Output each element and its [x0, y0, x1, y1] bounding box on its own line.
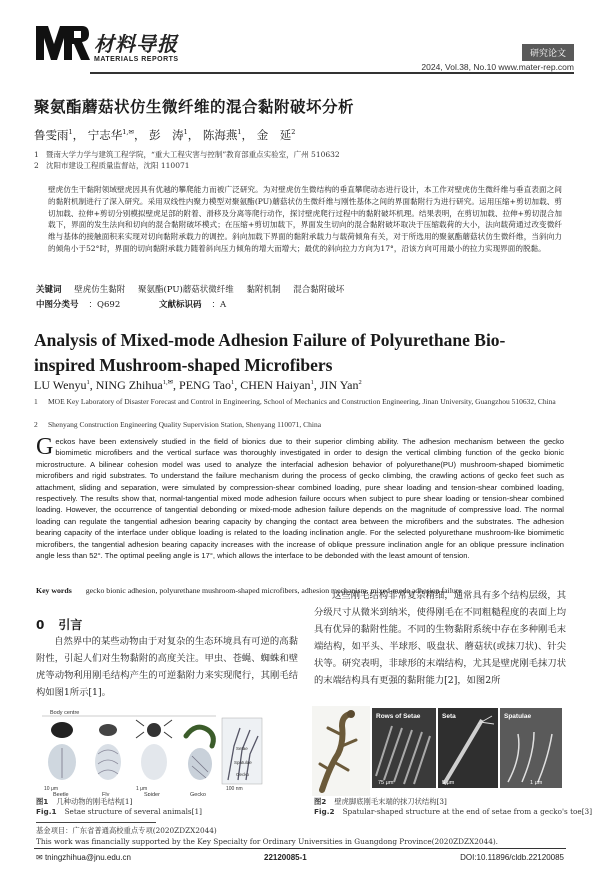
- fig1-scale-label: 100 nm: [226, 786, 243, 792]
- abstract-cn: 壁虎仿生干黏附领域壁虎因具有优越的攀爬能力而被广泛研究。为对壁虎仿生微结构的垂直攀爬动态进行设计，本工作对壁虎仿生微纤维与垂直表面之间的黏附机制进行了深入研究。采用双线性内聚力模型对聚氨酯(PU)蘑菇状仿生微纤维与刚性基体之间的界面黏附行为进行研究。运用压缩+剪切加载、剪切加载、拉伸+剪切分别模拟壁虎足部的附着、滑移及分离等爬行动作，探讨壁虎爬行过程中的黏附破坏机理。结果表明，在剪切加载、拉伸+剪切混合加载下，界面的发生法向和切向的混合黏附破坏模式；在压缩+剪切加载下，界面发生切向的混合黏附破坏取决于压缩载荷的大小，法向载荷通过改变微纤维与基体的接触面积来实现对切向黏附承载力的调控。斜向加载下界面的黏附承载力与载荷倾角有关，对于所选用的聚氨酯蘑菇状仿生微纤维，当斜向力的倾角小于52°时，界面的切向黏附承载力随着斜向压力倾角的增大而增大；最优的斜向拉力方向为17°，沿该方向可用最小的拉力实现界面的脱黏。: [48, 185, 562, 253]
- author-cn: 彭 涛: [149, 128, 184, 142]
- keyword: 黏附机制: [246, 285, 281, 295]
- section-tag: 研究论文: [522, 44, 574, 61]
- author-en: LU Wenyu: [34, 378, 87, 392]
- affiliation-cn-2: 2 沈阳市建设工程质量监督站，沈阳 110071: [34, 161, 190, 170]
- keyword: 混合黏附破坏: [293, 285, 345, 295]
- fly-icon: [95, 724, 121, 780]
- author-cn: 金 延: [256, 128, 292, 142]
- beetle-icon: [48, 722, 76, 780]
- section-heading-intro: 0 引言: [36, 618, 83, 632]
- figure-2: [312, 706, 564, 796]
- intro-paragraph-left: 自然界中的某些动物由于对复杂的生态环境具有可逆的高黏附性，引起人们对生物黏附的高度关注。甲虫、苍蝇、蜘蛛和壁虎等动物利用刚毛结构产生的可逆黏附力来实现爬行，其刚毛结构如图1所示[1]。: [36, 636, 298, 698]
- fig1-label-beetle: Beetle: [53, 792, 69, 796]
- fig2-scale-label: 5 μm: [442, 780, 455, 786]
- footer-divider: [34, 848, 566, 849]
- fig1-scale-label: 1 μm: [136, 786, 148, 792]
- figure-1: [36, 706, 266, 796]
- footer-page-id: 22120085-1: [264, 853, 307, 862]
- fig1-side-label: Gecko: [236, 772, 250, 777]
- panel-label: Seta: [442, 713, 456, 720]
- fig1-scale-label: 10 μm: [44, 786, 58, 792]
- spatulae-panel: [500, 708, 562, 788]
- abstract-en: Geckos have been extensively studied in the field of bionics due to their superior climbing ability. The adhesion mechanism between the gecko biomimetic microfibers and the vertical surface was thoroughly investigated in order to design the vertical climbing function of the gecko bionic microstructure. A bilinear cohesion model was used to analyze the interfacial adhesion behavior of polyurethane(PU) mushroom-shaped biomimetic microfibers and rigid substrates. To understand the failure mechanism during the process of gecko climbing, the crawling actions of gecko feet such as attachment, sliding and separation, were simulated by compression-shear combined loading, pure shear loading and tension-shear combined loading, respectively. The results show that, normal-tangential mixed mode adhesion failure occurs when subject to pure shear loading or tension-shear combined loading. However, the occurrence of tangential debonding or mixed-mode adhesion failure depends on the magnitude of compressive load. The normal loading can regulate the tangential adhesion bearing capacity by changing the contact area between the microfibers and the substrates. The adhesion bearing capacity of the interface under oblique loading is related to the loading inclination angle. For the selected polyurethane mushroom-like biomimetic microfibers, the tangential adhesion bearing capacity increases with the increase of oblique pressure inclination angle for an oblique pressure inclination angle less than 52°. The optimal peeling angle is 17°, which allows the interface to be debonded with the least amount of tension.: [36, 434, 564, 560]
- volume-line: 2024, Vol.38, No.10 www.mater-rep.com: [421, 62, 574, 72]
- footer-email[interactable]: ✉ tningzhihua@jnu.edu.cn: [36, 853, 131, 862]
- journal-logo-icon: [34, 22, 90, 62]
- authors-en: LU Wenyu$^1$, NING Zhihua$^{1,✉}$, PENG Tao$^1$, CHEN Haiyan$^1$, JIN Yan$^2$: [34, 378, 362, 392]
- author-en: CHEN Haiyan: [240, 378, 311, 392]
- journal-name-cn: 材料导报: [94, 32, 178, 56]
- gecko-photo: [312, 706, 370, 796]
- fig1-side-label: Spatulae: [234, 760, 252, 765]
- funding-note: 基金项目：广东省普通高校重点专项(2020ZDZX2044) This work was financially supported by the Key Specialty for Ordinary Universities in Guangdong Province(2020ZDZX2044).: [36, 826, 499, 846]
- fig1-caption: 图1 几种动物的刚毛结构[1] Fig.1 Setae structure of several animals[1]: [36, 797, 202, 817]
- classification-line: 中图分类号 ：Q692 文献标识码 ：A: [36, 300, 227, 310]
- author-cn: 宁志华: [87, 128, 123, 142]
- keywords-en: Key words gecko bionic adhesion, polyurethane mushroom-shaped microfibers, adhesion mechanism, mixed-mode adhesion failure: [36, 586, 462, 595]
- affiliation-en-2: 2 Shenyang Construction Engineering Quality Supervision Station, Shenyang 110071, China: [34, 420, 322, 429]
- fig2-scale-label: 1 μm: [530, 780, 543, 786]
- gecko-icon: [186, 727, 213, 780]
- clc-number: Q692: [97, 300, 121, 310]
- fig1-label-spider: Spider: [144, 792, 160, 796]
- header-divider: [90, 72, 574, 74]
- author-en: NING Zhihua: [95, 378, 163, 392]
- keyword: 壁虎仿生黏附: [74, 285, 126, 295]
- author-cn: 鲁雯雨: [34, 128, 69, 142]
- fig2-scale-label: 75 μm: [378, 780, 394, 786]
- panel-label: Rows of Setae: [376, 713, 421, 720]
- affiliation-en-1: 1 MOE Key Laboratory of Disaster Forecast and Control in Engineering, School of Mechanics and Construction Engineering, Jinan University, Guangzhou 510632, China: [34, 397, 556, 406]
- fig2-caption: 图2 壁虎脚底刚毛末端的抹刀状结构[3] Fig.2 Spatular-shaped structure at the end of setae from a gecko's toe[3]: [314, 797, 593, 817]
- fig1-label-fly: Fly: [102, 792, 110, 796]
- fig1-body-label: Body centre: [50, 710, 80, 716]
- authors-cn: 鲁雯雨$^1$， 宁志华$^{1,✉}$， 彭 涛$^1$， 陈海燕$^1$， 金 延$^2$: [34, 128, 296, 142]
- affiliation-cn-1: 1 暨南大学力学与建筑工程学院，“重大工程灾害与控制”教育部重点实验室，广州 510632: [34, 150, 340, 159]
- doc-code: A: [219, 300, 227, 310]
- author-en: JIN Yan: [319, 378, 359, 392]
- journal-name-en: MATERIALS REPORTS: [94, 56, 179, 63]
- keywords-cn: 关键词 壁虎仿生黏附 聚氨酯(PU)蘑菇状微纤维 黏附机制 混合黏附破坏: [36, 285, 345, 295]
- fig1-side-label: Setae: [236, 746, 248, 751]
- footnote-divider: [36, 822, 156, 823]
- dropcap: G: [36, 434, 54, 460]
- author-en: PENG Tao: [179, 378, 231, 392]
- author-cn: 陈海燕: [202, 128, 238, 142]
- fig1-label-gecko: Gecko: [190, 792, 206, 796]
- panel-label: Spatulae: [504, 713, 532, 720]
- intro-paragraph-right: 这些刚毛结构非常复杂精细，通常具有多个结构层级，其分级尺寸从微米到纳米，使得刚毛在不同粗糙程度的表面上均具有优异的黏附性能。不同的生物黏附系统中存在多种刚毛末端结构，如平头、半球形、吸盘状、蘑菇状(或抹刀状)、针尖状等。研究表明，非球形的末端结构，尤其是壁虎刚毛抹刀状的末端结构具有更强的黏附能力[2]，如图2所: [314, 590, 566, 686]
- keyword: 聚氨酯(PU)蘑菇状微纤维: [137, 285, 234, 295]
- spider-icon: [136, 720, 172, 780]
- mail-icon: ✉: [36, 853, 43, 862]
- title-en: Analysis of Mixed-mode Adhesion Failure of Polyurethane Bio-inspired Mushroom-shaped Microfibers: [34, 330, 506, 376]
- title-cn: 聚氨酯蘑菇状仿生微纤维的混合黏附破坏分析: [34, 98, 355, 116]
- journal-header: [34, 22, 574, 74]
- footer-doi[interactable]: DOI:10.11896/cldb.22120085: [460, 853, 564, 862]
